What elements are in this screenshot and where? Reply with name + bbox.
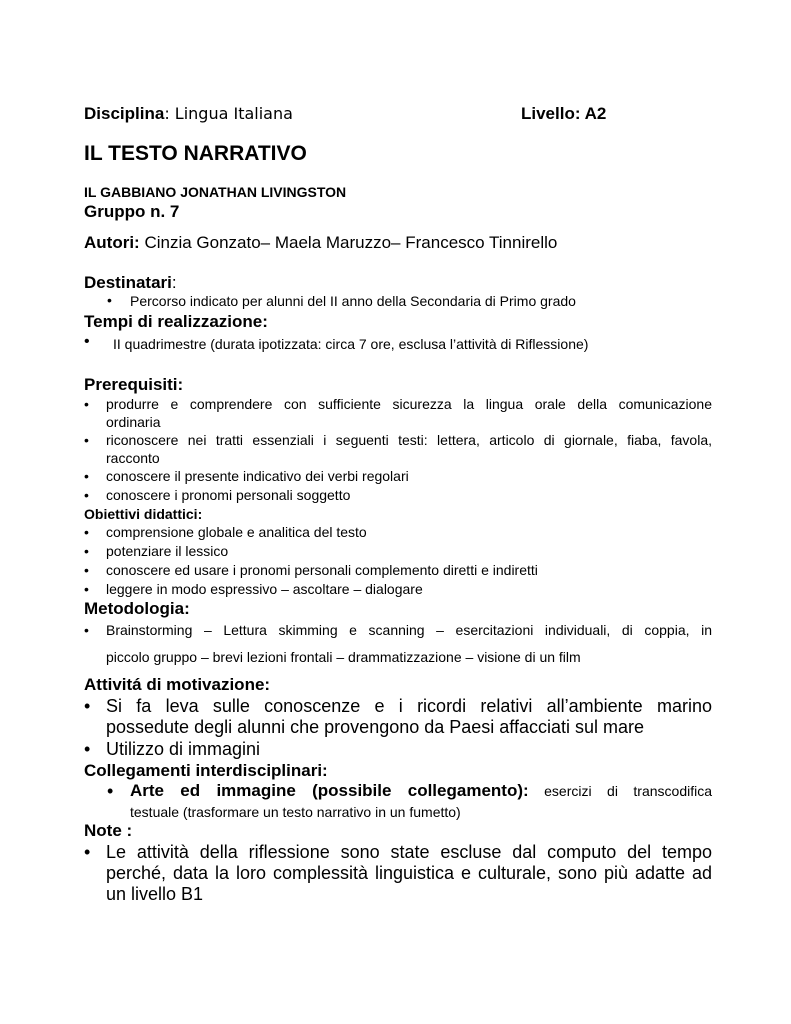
- list-item: [106, 432, 712, 448]
- list-item-line: Si fa leva sulle conoscenze e i ricordi relativi all’ambiente marino: [106, 696, 712, 716]
- autori-label: Autori:: [84, 233, 140, 252]
- list-item-continuation: un livello B1: [106, 884, 204, 904]
- autori-line: [84, 233, 557, 253]
- list-item: [130, 781, 712, 801]
- list-item: [106, 842, 712, 863]
- list-item-continuation: piccolo gruppo – brevi lezioni frontali – drammatizzazione – visione di un film: [106, 649, 581, 665]
- bullet-icon: •: [84, 622, 89, 638]
- list-item-line: produrre e comprendere con sufficiente sicurezza la lingua orale della comunicazione: [106, 396, 712, 412]
- list-item: Utilizzo di immagini: [106, 739, 261, 759]
- prerequisiti-heading: Prerequisiti:: [84, 375, 184, 394]
- page-title: IL TESTO NARRATIVO: [84, 142, 307, 165]
- list-item: [106, 396, 712, 412]
- list-item-line: riconoscere nei tratti essenziali i seguenti testi: lettera, articolo di giornale, fiaba, favola,: [106, 432, 712, 448]
- list-item: conoscere ed usare i pronomi personali complemento diretti e indiretti: [106, 562, 538, 578]
- collegamenti-rest: esercizi di transcodifica: [528, 783, 712, 799]
- list-item: conoscere i pronomi personali soggetto: [106, 487, 351, 503]
- bullet-icon: •: [84, 562, 89, 578]
- list-item-continuation: ordinaria: [106, 414, 161, 430]
- bullet-icon: •: [84, 487, 89, 503]
- bullet-icon: •: [84, 543, 89, 559]
- list-item: potenziare il lessico: [106, 543, 229, 559]
- list-item-continuation: possedute degli alunni che provengono da Paesi affacciati sul mare: [106, 717, 645, 737]
- collegamenti-heading: Collegamenti interdisciplinari:: [84, 761, 328, 780]
- list-item-line: perché, data la loro complessità linguistica e culturale, sono più adatte ad: [106, 863, 712, 883]
- livello-label: Livello: A2: [521, 104, 607, 123]
- disciplina-line: [84, 104, 293, 124]
- obiettivi-heading: Obiettivi didattici:: [84, 506, 203, 522]
- bullet-icon: •: [107, 292, 112, 308]
- list-item: II quadrimestre (durata ipotizzata: circa 7 ore, esclusa l’attività di Riflessione): [113, 336, 589, 352]
- motivazione-heading: Attivitá di motivazione:: [84, 675, 271, 694]
- bullet-icon: •: [84, 468, 89, 484]
- list-item-line: Le attività della riflessione sono state escluse dal computo del tempo: [106, 842, 712, 862]
- bullet-icon: •: [84, 432, 89, 448]
- disciplina-value: : Lingua Italiana: [164, 104, 293, 123]
- bullet-icon: •: [84, 739, 91, 759]
- bullet-icon: •: [84, 842, 91, 862]
- tempi-heading: Tempi di realizzazione:: [84, 312, 268, 331]
- disciplina-label: Disciplina: [84, 104, 165, 123]
- list-item: leggere in modo espressivo – ascoltare – dialogare: [106, 581, 423, 597]
- list-item: [106, 622, 712, 638]
- note-heading: Note :: [84, 821, 133, 840]
- bullet-icon: •: [84, 333, 90, 350]
- list-item-continuation: testuale (trasformare un testo narrativo in un fumetto): [130, 804, 461, 820]
- list-item-line: [130, 781, 712, 801]
- autori-value: Cinzia Gonzato– Maela Maruzzo– Francesco Tinnirello: [139, 233, 558, 252]
- list-item: Percorso indicato per alunni del II anno della Secondaria di Primo grado: [130, 293, 576, 309]
- bullet-icon: •: [84, 581, 89, 597]
- metodologia-heading: Metodologia:: [84, 599, 190, 618]
- destinatari-heading: [84, 273, 177, 293]
- bullet-icon: •: [84, 524, 89, 540]
- gruppo-label: Gruppo n. 7: [84, 202, 180, 221]
- list-item: conoscere il presente indicativo dei verbi regolari: [106, 468, 409, 484]
- subtitle: IL GABBIANO JONATHAN LIVINGSTON: [84, 184, 347, 200]
- bullet-icon: •: [84, 696, 91, 716]
- bullet-icon: •: [84, 396, 89, 412]
- list-item-line: Brainstorming – Lettura skimming e scanning – esercitazioni individuali, di coppia, in: [106, 622, 712, 638]
- bullet-icon: •: [107, 781, 114, 801]
- destinatari-colon: :: [171, 273, 177, 292]
- list-item: [106, 696, 712, 717]
- list-item: comprensione globale e analitica del testo: [106, 524, 367, 540]
- collegamenti-bold: Arte ed immagine (possibile collegamento):: [130, 781, 529, 800]
- destinatari-heading-text: Destinatari: [84, 273, 172, 292]
- list-item-continuation: [106, 863, 712, 884]
- list-item-continuation: racconto: [106, 450, 160, 466]
